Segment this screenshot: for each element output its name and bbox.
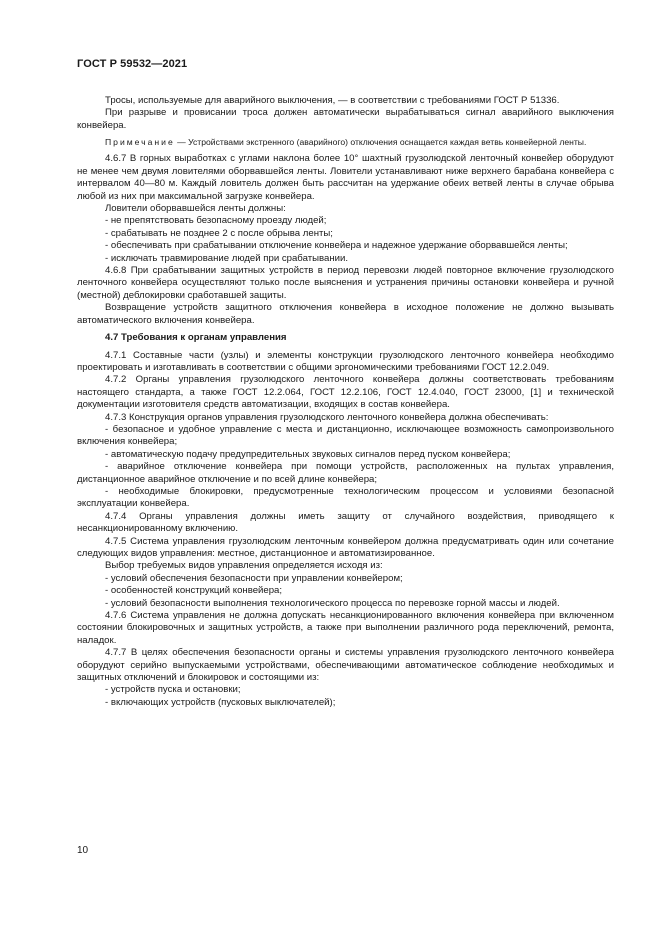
- paragraph: Выбор требуемых видов управления определяется исходя из:: [105, 560, 383, 572]
- list-item: - условий обеспечения безопасности при управлении конвейером;: [105, 572, 403, 584]
- list-item: - безопасное и удобное управление с места и дистанционно, исключающее возможность самопроизвольного включения конвейера;: [77, 423, 614, 448]
- paragraph: 4.7.6 Система управления не должна допускать несанкционированного включения конвейера при включенном состоянии блокировочных и защитных устройств, а также при выполнении различного рода переключений, ремонта, наладок.: [77, 610, 614, 646]
- paragraph: 4.7.7 В целях обеспечения безопасности органы и системы управления грузолюдского ленточного конвейера оборудуют серийно выпускаемыми устройствами, обеспечивающими автоматическое соблюдение необходимых и защитных отключений и блокировок и состоящими из:: [77, 647, 614, 684]
- section-heading: 4.7 Требования к органам управления: [105, 332, 287, 344]
- list-item: - исключать травмирование людей при срабатывании.: [105, 252, 349, 264]
- paragraph: 4.7.5 Система управления грузолюдским ленточным конвейером должна предусматривать один или сочетание следующих видов управления: местное, дистанционное и автоматизированное.: [77, 535, 614, 560]
- paragraph: Ловители оборвавшейся ленты должны:: [105, 203, 286, 215]
- paragraph: 4.7.3 Конструкция органов управления грузолюдского ленточного конвейера должна обеспечивать:: [105, 411, 549, 423]
- note-label: Примечание: [105, 137, 175, 148]
- document-body: [77, 95, 614, 709]
- list-item: - не препятствовать безопасному проезду людей;: [105, 215, 327, 227]
- paragraph: 4.7.4 Органы управления должны иметь защиту от случайного воздействия, приводящего к несанкционированному включению.: [77, 510, 614, 535]
- list-item: - устройств пуска и остановки;: [105, 684, 241, 696]
- list-item: - срабатывать не позднее 2 с после обрыва ленты;: [105, 227, 333, 239]
- list-item: - автоматическую подачу предупредительных звуковых сигналов перед пуском конвейера;: [105, 448, 511, 460]
- note: [77, 137, 614, 148]
- list-item: - обеспечивать при срабатывании отключение конвейера и надежное удержание оборвавшейся ленты;: [105, 240, 568, 252]
- paragraph: При разрыве и провисании троса должен автоматически вырабатываться сигнал аварийного выключения конвейера.: [77, 107, 614, 131]
- list-item: - включающих устройств (пусковых выключателей);: [105, 696, 336, 708]
- paragraph: Тросы, используемые для аварийного выключения, — в соответствии с требованиями ГОСТ Р 51336.: [105, 95, 560, 106]
- paragraph: 4.7.1 Составные части (узлы) и элементы конструкции грузолюдского ленточного конвейера необходимо проектировать и изготавливать в соответствии с общими эргономическими требованиями ГОСТ 12.2.049.: [77, 349, 614, 373]
- paragraph: 4.6.8 При срабатывании защитных устройств в период перевозки людей повторное включение грузолюдского ленточного конвейера осуществляют только после выяснения и устранения причины остановки конвейера и ручной (местной) деблокировки сработавшей защиты.: [77, 265, 614, 301]
- paragraph: 4.7.2 Органы управления грузолюдского ленточного конвейера должны соответствовать требованиям настоящего стандарта, а также ГОСТ 12.2.064, ГОСТ 12.2.106, ГОСТ 12.4.040, ГОСТ 23000, [1] и технической документации изготовителя средств автоматизации, входящих в состав конвейера.: [77, 374, 614, 411]
- document-header: ГОСТ Р 59532—2021: [77, 58, 188, 70]
- list-item: - аварийное отключение конвейера при помощи устройств, расположенных на пультах управления, дистанционное аварийное отключение и по всей длине конвейера;: [77, 461, 614, 485]
- list-item: - особенностей конструкций конвейера;: [105, 585, 283, 597]
- note-text: — Устройствами экстренного (аварийного) отключения оснащается каждая ветвь конвейерной ленты.: [174, 137, 587, 148]
- paragraph: Возвращение устройств защитного отключения конвейера в исходное положение не должно вызывать автоматического включения конвейера.: [77, 302, 614, 326]
- paragraph: 4.6.7 В горных выработках с углами наклона более 10° шахтный грузолюдской ленточный конвейер оборудуют не менее чем двумя ловителями оборвавшейся ленты. Ловители устанавливают ниже верхнего барабана конвейера с интервалом 40—80 м. Каждый ловитель должен быть рассчитан на удержание обеих ветвей ленты в случае обрыва любой из них при максимальной загрузке конвейера.: [77, 153, 614, 202]
- list-item: - условий безопасности выполнения технологического процесса по перевозке горной массы и людей.: [105, 597, 560, 609]
- page-number: 10: [77, 845, 89, 856]
- list-item: - необходимые блокировки, предусмотренные технологическим процессом и условиями безопасной эксплуатации конвейера.: [77, 485, 614, 510]
